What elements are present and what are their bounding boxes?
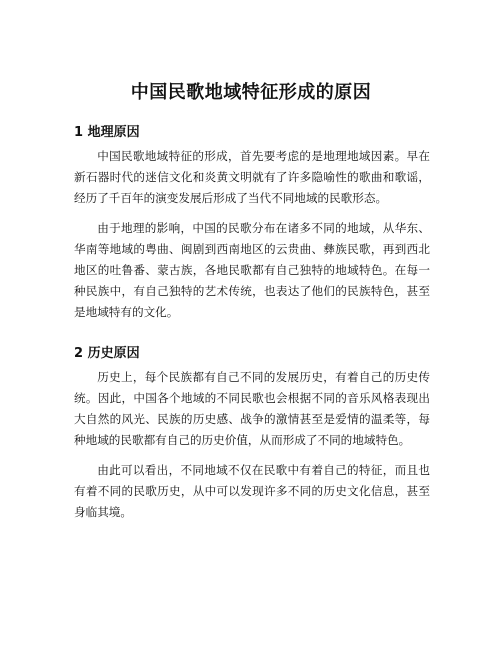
paragraph: 由此可以看出，不同地域不仅在民歌中有着自己的特征，而且也有着不同的民歌历史，从中可以发现许多不同的历史文化信息，甚至身临其境。 xyxy=(74,463,430,519)
document-title: 中国民歌地域特征形成的原因 xyxy=(130,82,372,103)
section-heading: 2 历史原因 xyxy=(74,346,140,361)
section-heading: 1 地理原因 xyxy=(74,125,140,140)
section-history xyxy=(74,345,430,532)
paragraph: 由于地理的影响，中国的民歌分布在诸多不同的地域，从华东、华南等地域的粤曲、闽剧到西南地区的云贵曲、彝族民歌，再到西北地区的吐鲁番、蒙古族，各地民歌都有自己独特的地域特色。在每一种民族中，有自己独特的艺术传统，也表达了他们的民族特色，甚至是地域特有的文化。 xyxy=(74,221,430,319)
section-geography xyxy=(74,124,430,332)
paragraph: 历史上，每个民族都有自己不同的发展历史，有着自己的历史传统。因此，中国各个地域的不同民歌也会根据不同的音乐风格表现出大自然的风光、民族的历史感、战争的激情甚至是爱情的温柔等，每种地域的民歌都有自己的历史价值，从而形成了不同的地域特色。 xyxy=(74,370,430,447)
paragraph: 中国民歌地域特征的形成，首先要考虑的是地理地域因素。早在新石器时代的迷信文化和炎黄文明就有了许多隐喻性的歌曲和歌谣，经历了千百年的演变发展后形成了当代不同地域的民歌形态。 xyxy=(74,149,430,205)
